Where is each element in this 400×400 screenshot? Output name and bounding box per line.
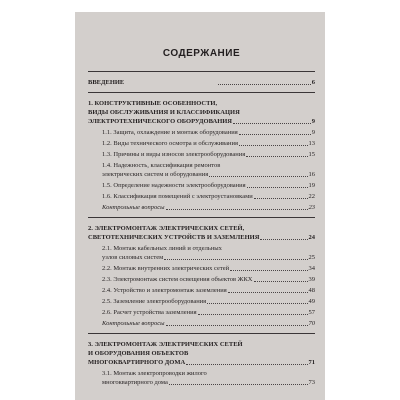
toc-entry-label: 2.6. Расчет устройства заземления bbox=[102, 309, 197, 316]
toc-chapter-title: И ОБОРУДОВАНИЯ ОБЪЕКТОВ bbox=[88, 350, 189, 357]
contents-page bbox=[75, 12, 325, 400]
leader-dots bbox=[166, 325, 308, 326]
leader-dots bbox=[239, 145, 308, 146]
page-title: СОДЕРЖАНИЕ bbox=[162, 48, 241, 59]
toc-entry-label: 1.2. Виды технического осмотра и обслуживания bbox=[102, 140, 238, 147]
toc-entry-line bbox=[88, 286, 315, 295]
toc-entry-page: 23 bbox=[308, 204, 315, 211]
toc-entry-label: 2.1. Монтаж кабельных линий и отдельных bbox=[102, 245, 222, 252]
toc-entry[interactable] bbox=[88, 192, 315, 201]
leader-dots bbox=[260, 239, 307, 240]
leader-dots bbox=[246, 156, 307, 157]
toc-entry-label: электрических систем и оборудования bbox=[102, 171, 209, 178]
toc-entry-label: Контрольные вопросы bbox=[102, 320, 165, 327]
toc-entry-page: 57 bbox=[308, 309, 315, 316]
leader-dots bbox=[254, 198, 308, 199]
leader-dots bbox=[207, 303, 307, 304]
toc-chapter-title-line[interactable] bbox=[88, 224, 315, 233]
leader-dots bbox=[166, 209, 308, 210]
toc-chapter-title: ВИДЫ ОБСЛУЖИВАНИЯ И КЛАССИФИКАЦИЯ bbox=[88, 109, 240, 116]
divider bbox=[88, 333, 315, 334]
toc-entry[interactable] bbox=[88, 264, 315, 273]
toc-entry-page: 70 bbox=[308, 320, 315, 327]
toc-entry-page: 19 bbox=[308, 182, 315, 189]
toc-entry-page: 16 bbox=[308, 171, 315, 178]
toc-entry-line bbox=[88, 253, 315, 262]
toc-entry-page: 73 bbox=[308, 379, 315, 386]
divider bbox=[88, 92, 315, 93]
toc-entry[interactable] bbox=[88, 139, 315, 148]
toc-entry-line bbox=[88, 192, 315, 201]
toc-chapter-title: 3. ЭЛЕКТРОМОНТАЖ ЭЛЕКТРИЧЕСКИХ СЕТЕЙ bbox=[88, 341, 243, 348]
toc-intro-label: ВВЕДЕНИЕ bbox=[88, 79, 125, 86]
toc-entry[interactable] bbox=[88, 369, 315, 387]
toc-entry-label: 1.3. Причины и виды износов электрооборудования bbox=[102, 151, 246, 158]
toc-entry[interactable] bbox=[88, 128, 315, 137]
divider bbox=[88, 217, 315, 218]
toc-entry-line bbox=[88, 244, 315, 253]
leader-dots bbox=[198, 314, 308, 315]
toc-entry-page: 48 bbox=[308, 287, 315, 294]
toc-chapters bbox=[88, 92, 315, 387]
toc-entry[interactable] bbox=[88, 203, 315, 212]
toc-entry-label: 1.5. Определение надежности электрооборудования bbox=[102, 182, 246, 189]
toc-entry[interactable] bbox=[88, 150, 315, 159]
toc-intro-page: 6 bbox=[311, 79, 316, 86]
toc-entry-line bbox=[88, 369, 315, 378]
toc-entry-line bbox=[88, 319, 315, 328]
toc-chapter-page: 24 bbox=[308, 234, 315, 241]
toc-entry[interactable] bbox=[88, 244, 315, 262]
toc-entry-label: Контрольные вопросы bbox=[102, 204, 165, 211]
leader-dots bbox=[186, 364, 307, 365]
toc-intro[interactable] bbox=[88, 78, 315, 87]
toc-entry-line bbox=[88, 308, 315, 317]
leader-dots bbox=[164, 259, 307, 260]
divider bbox=[88, 71, 315, 72]
toc-entry-page: 34 bbox=[308, 265, 315, 272]
leader-dots bbox=[228, 292, 308, 293]
toc-entry-label: 2.5. Заземление электрооборудования bbox=[102, 298, 207, 305]
toc-entry-line bbox=[88, 275, 315, 284]
toc-chapter-title-line[interactable] bbox=[88, 99, 315, 108]
toc-entry-label: узлов силовых систем bbox=[102, 254, 164, 261]
leader-dots bbox=[169, 384, 308, 385]
toc-chapter-page: 9 bbox=[311, 118, 315, 125]
toc-entry[interactable] bbox=[88, 286, 315, 295]
toc-entry-page: 25 bbox=[308, 254, 315, 261]
toc-entry-line bbox=[88, 150, 315, 159]
toc-entry-label: 1.1. Защита, охлаждение и монтаж оборудования bbox=[102, 129, 238, 136]
toc-entry[interactable] bbox=[88, 297, 315, 306]
toc-entry-line bbox=[88, 128, 315, 137]
leader-dots bbox=[239, 134, 311, 135]
leader-dots bbox=[233, 123, 311, 124]
toc-entry-label: 2.4. Устройство и электромонтаж заземления bbox=[102, 287, 227, 294]
leader-dots bbox=[230, 270, 307, 271]
toc-entry-line bbox=[88, 181, 315, 190]
toc-entry-page: 15 bbox=[308, 151, 315, 158]
toc-entry-line bbox=[88, 203, 315, 212]
toc-entry-label: 2.2. Монтаж внутренних электрических сетей bbox=[102, 265, 230, 272]
leader-dots bbox=[209, 176, 307, 177]
toc-entry-page: 49 bbox=[308, 298, 315, 305]
toc-chapter-page: 71 bbox=[308, 359, 315, 366]
toc-chapter-title-line[interactable] bbox=[88, 108, 315, 117]
toc-chapter-title-line[interactable] bbox=[88, 117, 315, 126]
toc-entry-line bbox=[88, 161, 315, 170]
toc-entry[interactable] bbox=[88, 308, 315, 317]
leader-dots bbox=[254, 281, 308, 282]
toc-chapter-title: СВЕТОТЕХНИЧЕСКИХ УСТРОЙСТВ И ЗАЗЕМЛЕНИЯ bbox=[88, 234, 260, 241]
toc-chapter-title: 2. ЭЛЕКТРОМОНТАЖ ЭЛЕКТРИЧЕСКИХ СЕТЕЙ, bbox=[88, 225, 245, 232]
toc-entry-label: 3.1. Монтаж электропроводки жилого bbox=[102, 370, 207, 377]
toc-chapter-title-line[interactable] bbox=[88, 340, 315, 349]
toc-entry-line bbox=[88, 378, 315, 387]
toc-entry-line bbox=[88, 264, 315, 273]
toc-entry-page: 22 bbox=[308, 193, 315, 200]
leader-dots bbox=[218, 84, 311, 85]
toc-chapter-3 bbox=[88, 340, 315, 387]
toc-chapter-title: 1. КОНСТРУКТИВНЫЕ ОСОБЕННОСТИ, bbox=[88, 100, 218, 107]
toc-entry-page: 13 bbox=[308, 140, 315, 147]
toc-entry-line bbox=[88, 297, 315, 306]
toc-chapter-title-line[interactable] bbox=[88, 358, 315, 367]
toc-entry[interactable] bbox=[88, 275, 315, 284]
toc-entry-line bbox=[88, 139, 315, 148]
toc-chapter-title-line[interactable] bbox=[88, 349, 315, 358]
toc-entry[interactable] bbox=[88, 161, 315, 179]
toc-entry-page: 9 bbox=[311, 129, 315, 136]
toc-entry[interactable] bbox=[88, 181, 315, 190]
toc-chapter-1 bbox=[88, 99, 315, 212]
toc-entry-label: 2.3. Электромонтаж систем освещения объектов ЖКХ bbox=[102, 276, 253, 283]
toc-entry-page: 39 bbox=[308, 276, 315, 283]
toc-entry-label: 1.6. Классификация помещений с электроустановками bbox=[102, 193, 253, 200]
toc-chapter-2 bbox=[88, 224, 315, 328]
toc-chapter-title: ЭЛЕКТРОТЕХНИЧЕСКОГО ОБОРУДОВАНИЯ bbox=[88, 118, 232, 125]
toc-entry-label: 1.4. Надежность, классификация ремонтов bbox=[102, 162, 221, 169]
leader-dots bbox=[247, 187, 308, 188]
toc-chapter-title: МНОГОКВАРТИРНОГО ДОМА bbox=[88, 359, 186, 366]
toc-entry[interactable] bbox=[88, 319, 315, 328]
toc-entry-label: многоквартирного дома bbox=[102, 379, 168, 386]
toc-chapter-title-line[interactable] bbox=[88, 233, 315, 242]
toc-entry-line bbox=[88, 170, 315, 179]
